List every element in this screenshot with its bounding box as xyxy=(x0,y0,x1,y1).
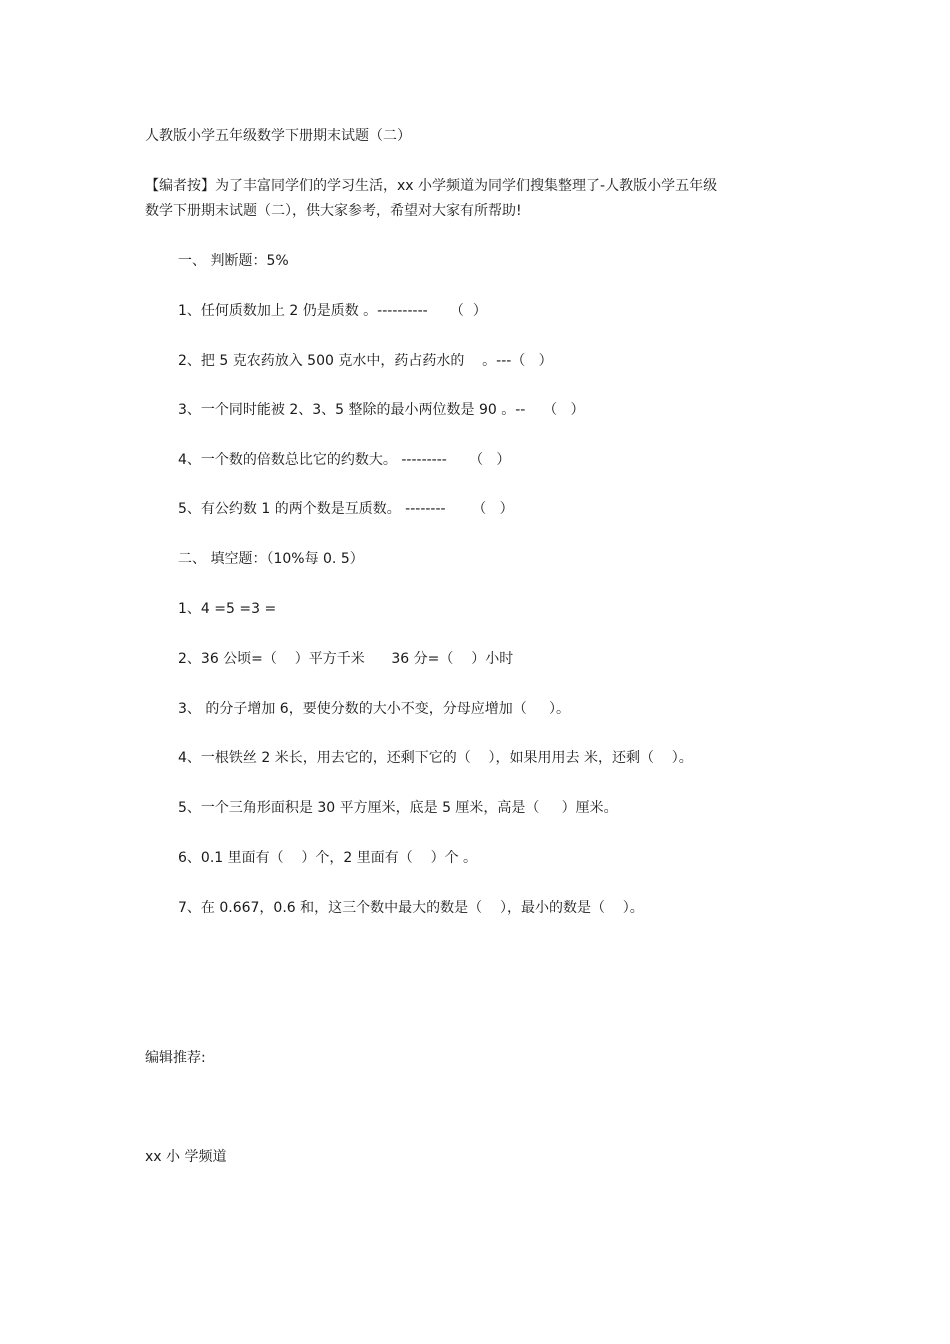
editor-note-line-2: 数学下册期末试题（二），供大家参考，希望对大家有所帮助! xyxy=(145,203,522,219)
fill-blank-question: 5、一个三角形面积是 30 平方厘米，底是 5 厘米，高是（ ）厘米。 xyxy=(178,800,618,816)
fill-blank-question: 1、4 =5 =3 = xyxy=(178,601,277,617)
fill-blank-question: 4、一根铁丝 2 米长，用去它的，还剩下它的（ ），如果用用去 米，还剩（ ）。 xyxy=(178,750,693,766)
section-heading-fill-blank: 二、 填空题：（10%每 0. 5） xyxy=(178,551,364,567)
judgment-question: 4、一个数的倍数总比它的约数大。 --------- （ ） xyxy=(178,452,511,468)
editor-recommend-label: 编辑推荐: xyxy=(145,1050,206,1066)
judgment-question: 1、任何质数加上 2 仍是质数 。---------- （ ） xyxy=(178,303,487,319)
editor-note-line-1: 【编者按】为了丰富同学们的学习生活，xx 小学频道为同学们搜集整理了-人教版小学五年级 xyxy=(145,178,718,194)
document-title: 人教版小学五年级数学下册期末试题（二） xyxy=(145,128,411,144)
fill-blank-question: 7、在 0.667，0.6 和，这三个数中最大的数是（ ），最小的数是（ ）。 xyxy=(178,900,644,916)
source-channel: xx 小 学频道 xyxy=(145,1149,227,1165)
judgment-question: 5、有公约数 1 的两个数是互质数。 -------- （ ） xyxy=(178,501,514,517)
fill-blank-question: 6、0.1 里面有（ ）个，2 里面有（ ）个 。 xyxy=(178,850,478,866)
fill-blank-question: 3、 的分子增加 6，要使分数的大小不变，分母应增加（ ）。 xyxy=(178,701,570,717)
judgment-question: 2、把 5 克农药放入 500 克水中，药占药水的 。---（ ） xyxy=(178,353,553,369)
fill-blank-question: 2、36 公顷=（ ）平方千米 36 分=（ ）小时 xyxy=(178,651,514,667)
section-heading-judgment: 一、 判断题：5% xyxy=(178,253,289,269)
judgment-question: 3、一个同时能被 2、3、5 整除的最小两位数是 90 。-- （ ） xyxy=(178,402,585,418)
